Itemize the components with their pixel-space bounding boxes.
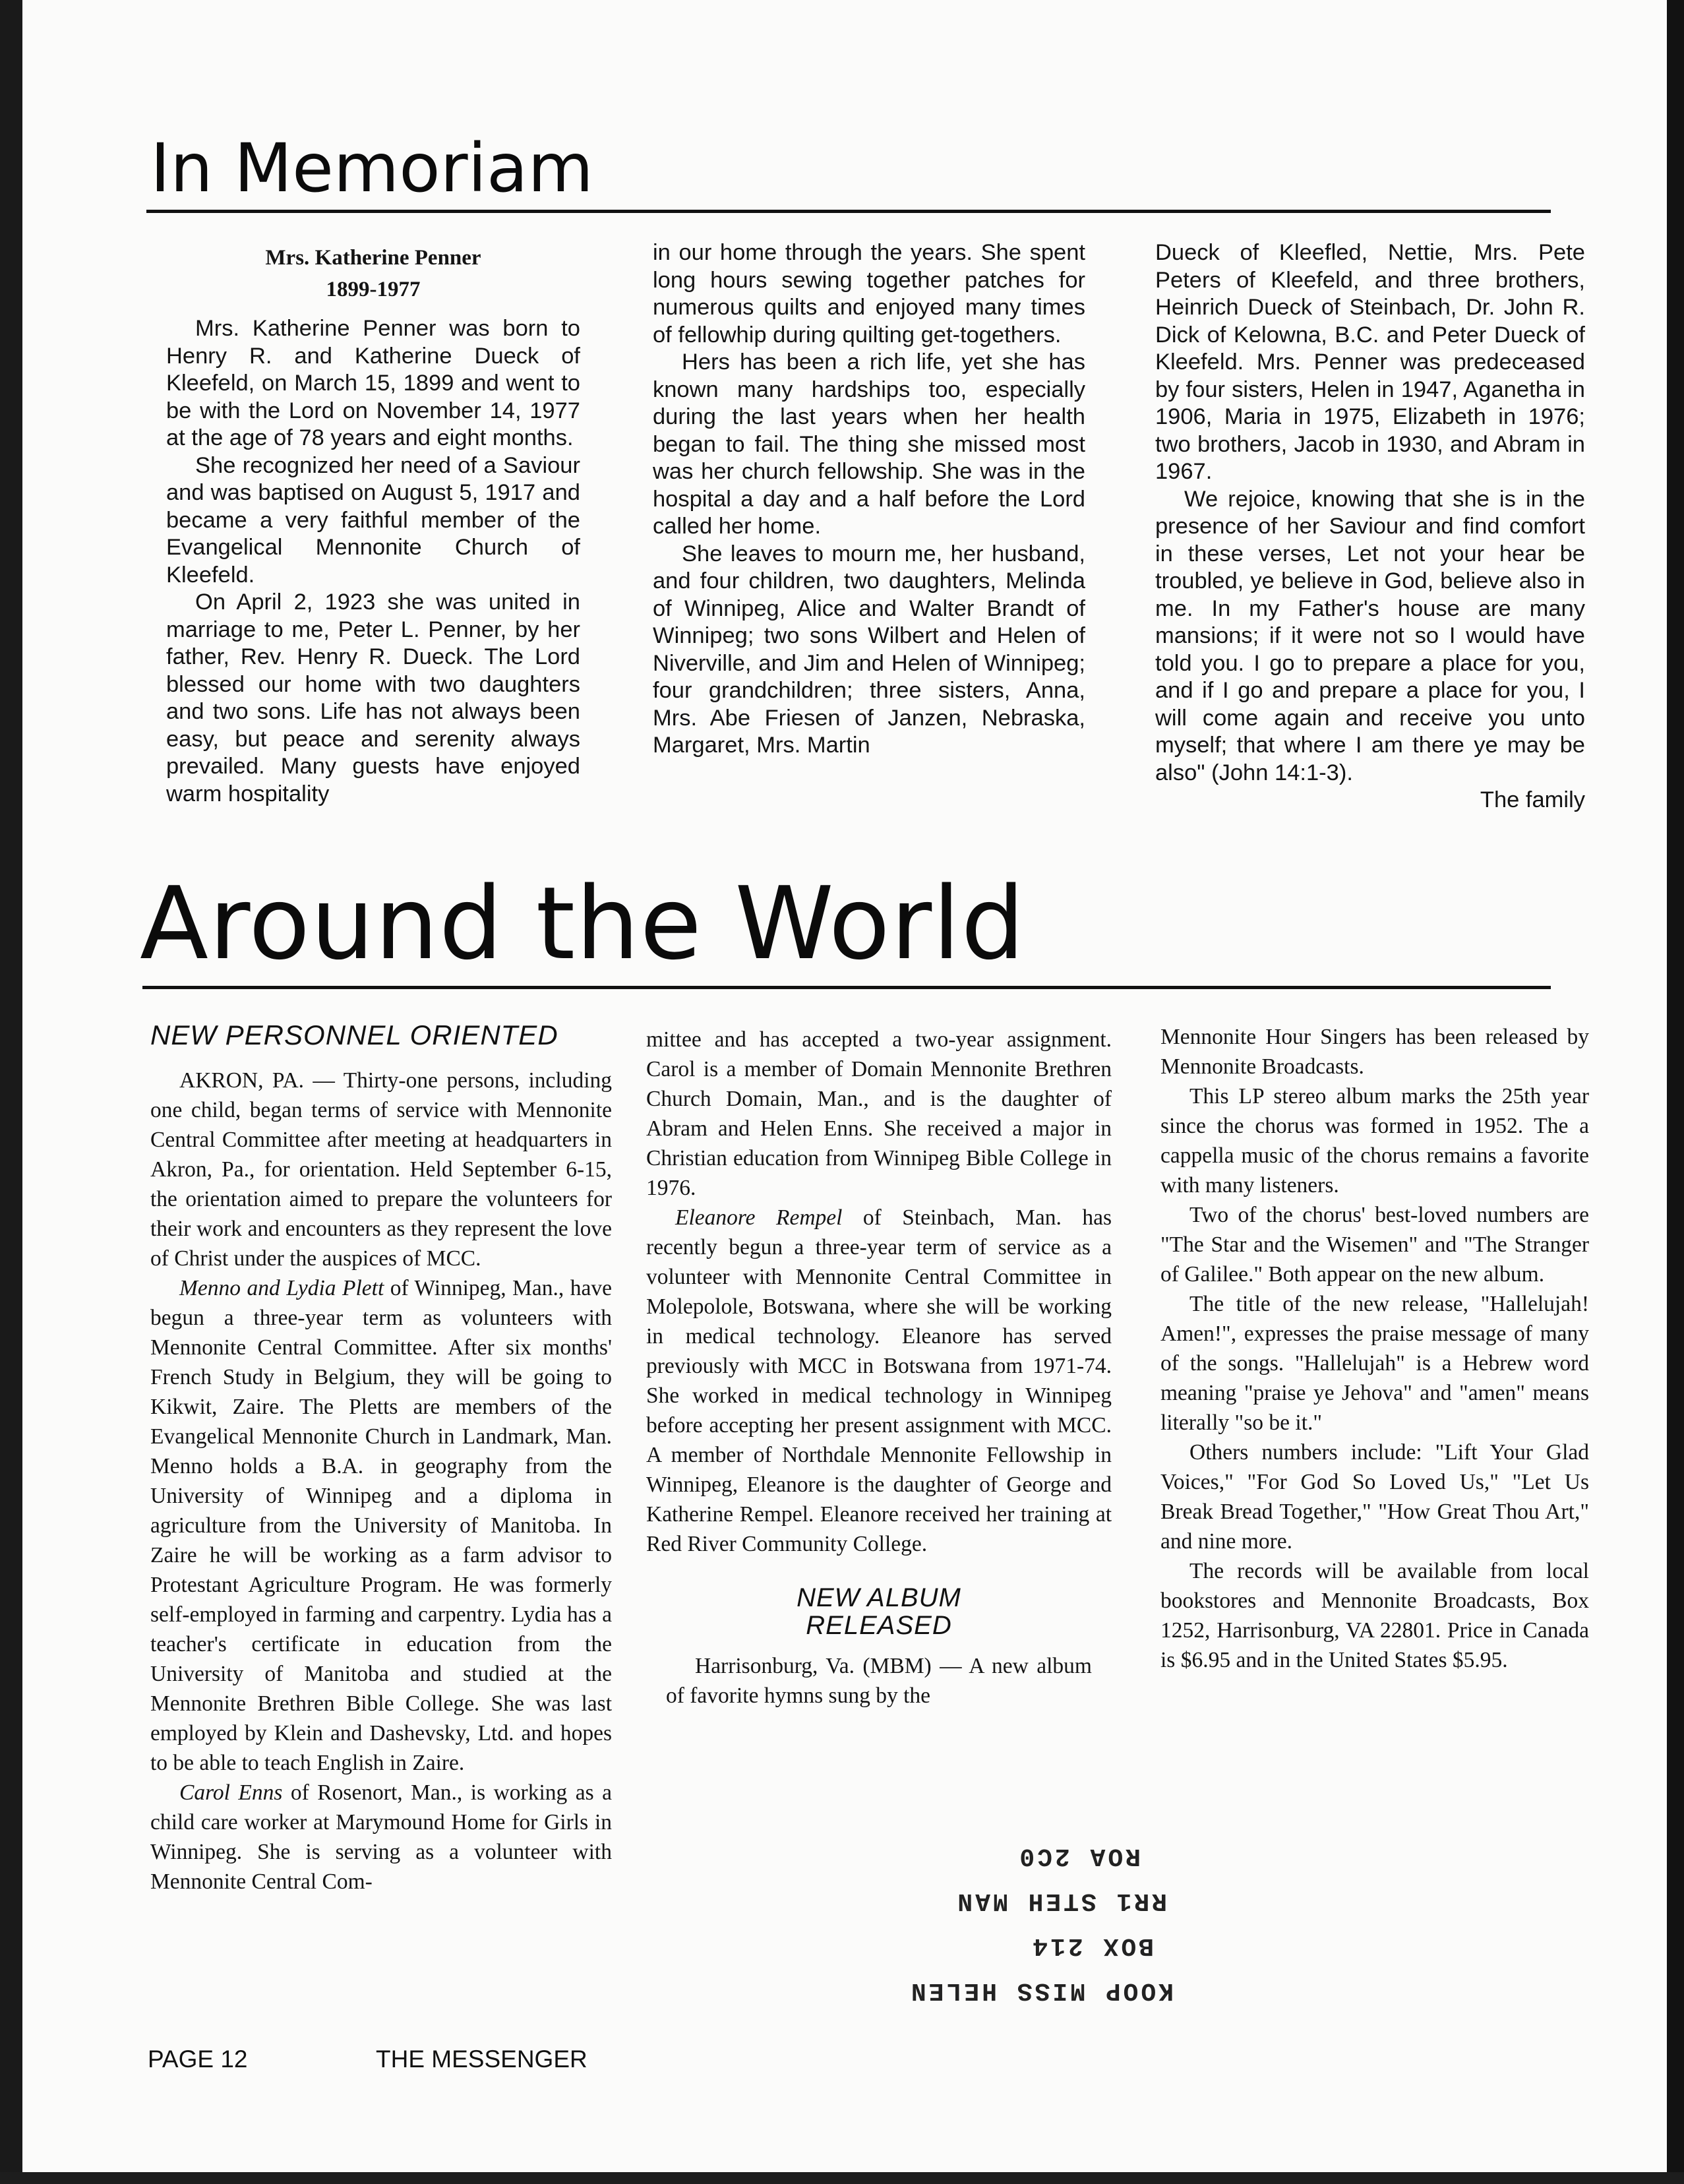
- memoriam-column-2: [653, 239, 1085, 760]
- world-rule: [142, 986, 1551, 989]
- scan-border-bottom: [0, 2172, 1684, 2184]
- page-number: PAGE 12: [148, 2046, 248, 2073]
- memoriam-column-3: [1155, 239, 1585, 814]
- news-paragraph: Carol Enns of Rosenort, Man., is working as a child care worker at Marymound Home for Girls in Winnipeg. She is serving as a volunteer with Mennonite Central Com-: [150, 1780, 612, 1894]
- address-stamp: [864, 1820, 1193, 2018]
- news-paragraph: The records will be available from local bookstores and Mennonite Broadcasts, Box 1252, Harrisonburg, VA 22801. Price in Canada is $6.95 and in the United States $5.95.: [1160, 1559, 1589, 1672]
- news-paragraph: Eleanore Rempel of Steinbach, Man. has recently begun a three-year term of service as a volunteer with Mennonite Central Committee in Molepolole, Botswana, where she will be working in medical technology. Eleanore has served previously with MCC in Botswana from 1971-74. She worked in medical technology in Winnipeg before accepting her present assignment with MCC. A member of Northdale Mennonite Fellowship in Winnipeg, Eleanore is the daughter of George and Katherine Rempel. Eleanore received her training at Red River Community College.: [646, 1205, 1112, 1556]
- news-paragraph: Menno and Lydia Plett of Winnipeg, Man., have begun a three-year term as volunteers with Mennonite Central Committee. After six months' French Study in Belgium, they will be going to Kikwit, Zaire. The Pletts are members of the Evangelical Mennonite Church in Landmark, Man. Menno holds a B.A. in geography from the University of Winnipeg and a diploma in agriculture from the University of Manitoba. In Zaire he will be working as a farm advisor to Protestant Agriculture Program. He was formerly self-employed in farming and carpentry. Lydia has a teacher's certificate in education from the University of Manitoba and studied at the Mennonite Brethren Bible College. She was last employed by Klein and Dashevsky, Ltd. and hopes to be able to teach English in Zaire.: [150, 1276, 612, 1775]
- news-paragraph: mittee and has accepted a two-year assignment. Carol is a member of Domain Mennonite Brethren Church Domain, Man., and is the daughter of Abram and Helen Enns. She received a major in Christian education from Winnipeg Bible College in 1976.: [646, 1027, 1112, 1200]
- stamp-line-4: ROA 2C0: [1017, 1842, 1141, 1870]
- obituary-paragraph: Mrs. Katherine Penner was born to Henry R. and Katherine Dueck of Kleefeld, on March 15, 1899 and went to be with the Lord on November 14, 1977 at the age of 78 years and eight months.: [166, 316, 580, 450]
- obituary-paragraph: We rejoice, knowing that she is in the presence of her Saviour and find comfort in these verses, Let not your hear be troubled, ye believe in God, believe also in me. In my Father's house are many mansions; if it were not so I would have told you. I go to prepare a place for you, and if I go and prepare a place for you, I will come again and receive you unto myself; that where I am there ye may be also" (John 14:1-3).: [1155, 486, 1585, 785]
- obituary-paragraph: in our home through the years. She spent long hours sewing together patches for numerous quilts and enjoyed many times of fellowhip during quilting get-togethers.: [653, 240, 1085, 348]
- news-paragraph: This LP stereo album marks the 25th year since the chorus was formed in 1952. The a cappella music of the chorus remains a favorite with many listeners.: [1160, 1084, 1589, 1198]
- obituary-signature: The family: [1480, 787, 1585, 812]
- stamp-line-2: BOX 214: [1030, 1931, 1154, 1960]
- world-column-3: [1160, 1022, 1589, 1675]
- obituary-paragraph: Dueck of Kleefled, Nettie, Mrs. Pete Peters of Kleefeld, and three brothers, Heinrich Dueck of Steinbach, Dr. John R. Dick of Kelowna, B.C. and Peter Dueck of Kleefeld. Mrs. Penner was predeceased by four sisters, Helen in 1947, Aganetha in 1906, Maria in 1975, Elizabeth in 1976; two brothers, Jacob in 1930, and Abram in 1967.: [1155, 240, 1585, 484]
- obituary-paragraph: She recognized her need of a Saviour and was baptised on August 5, 1917 and became a very faithful member of the Evangelical Mennonite Church of Kleefeld.: [166, 452, 580, 588]
- obituary-name: Mrs. Katherine Penner: [265, 246, 481, 270]
- news-paragraph: The title of the new release, "Hallelujah! Amen!", expresses the praise message of many of the songs. "Hallelujah" is a Hebrew word meaning "praise ye Jehova" and "amen" means literally "so be it.": [1160, 1292, 1589, 1435]
- plett-name: Menno and Lydia Plett: [179, 1276, 384, 1300]
- personnel-heading: NEW PERSONNEL ORIENTED: [150, 1019, 558, 1050]
- rempel-name: Eleanore Rempel: [675, 1205, 843, 1230]
- obituary-paragraph: Hers has been a rich life, yet she has known many hardships too, especially during the last years when her health began to fail. The thing she missed most was her church fellowship. She was in the hospital a day and a half before the Lord called her home.: [653, 349, 1085, 539]
- memoriam-rule: [146, 210, 1551, 213]
- memoriam-column-1: [166, 244, 580, 808]
- obituary-paragraph: On April 2, 1923 she was united in marriage to me, Peter L. Penner, by her father, Rev. Henry R. Dueck. The Lord blessed our home with two daughters and two sons. Life has not always been easy, but peace and serenity always prevailed. Many guests have enjoyed warm hospitality: [166, 590, 580, 806]
- scan-border-left: [0, 0, 22, 2184]
- obituary-dates: 1899-1977: [326, 278, 421, 301]
- album-heading-line1: NEW ALBUM: [797, 1583, 961, 1612]
- news-paragraph: Harrisonburg, Va. (MBM) — A new album of favorite hymns sung by the: [666, 1654, 1092, 1708]
- world-column-2: [646, 1025, 1112, 1711]
- news-paragraph: Mennonite Hour Singers has been released by Mennonite Broadcasts.: [1160, 1025, 1589, 1079]
- obituary-paragraph: She leaves to mourn me, her husband, and four children, two daughters, Melinda of Winnipeg, Alice and Walter Brandt of Winnipeg; two sons Wilbert and Helen of Niverville, and Jim and Helen of Winnipeg; four grandchildren; three sisters, Anna, Mrs. Abe Friesen of Janzen, Nebraska, Margaret, Mrs. Martin: [653, 541, 1085, 758]
- album-heading-line2: RELEASED: [806, 1611, 952, 1640]
- world-title: Around the World: [140, 865, 1025, 982]
- stamp-line-1: KOOP MISS HELEN: [908, 1976, 1174, 2005]
- enns-name: Carol Enns: [179, 1780, 283, 1805]
- news-paragraph: Others numbers include: "Lift Your Glad Voices," "For God So Loved Us," "Let Us Break Bread Together," "How Great Thou Art," and nine more.: [1160, 1440, 1589, 1554]
- memoriam-title: In Memoriam: [150, 129, 593, 208]
- publication-name: THE MESSENGER: [376, 2046, 587, 2073]
- stamp-line-3: RR1 STEH MAN: [955, 1887, 1167, 1915]
- news-paragraph: Two of the chorus' best-loved numbers are "The Star and the Wisemen" and "The Stranger of Galilee." Both appear on the new album.: [1160, 1203, 1589, 1287]
- world-column-1: [150, 1021, 612, 1896]
- news-paragraph: AKRON, PA. — Thirty-one persons, including one child, began terms of service with Mennonite Central Committee after meeting at headquarters in Akron, Pa., for orientation. Held September 6-15, the orientation aimed to prepare the volunteers for their work and encounters as they represent the love of Christ under the auspices of MCC.: [150, 1068, 612, 1271]
- scan-border-right: [1667, 0, 1684, 2184]
